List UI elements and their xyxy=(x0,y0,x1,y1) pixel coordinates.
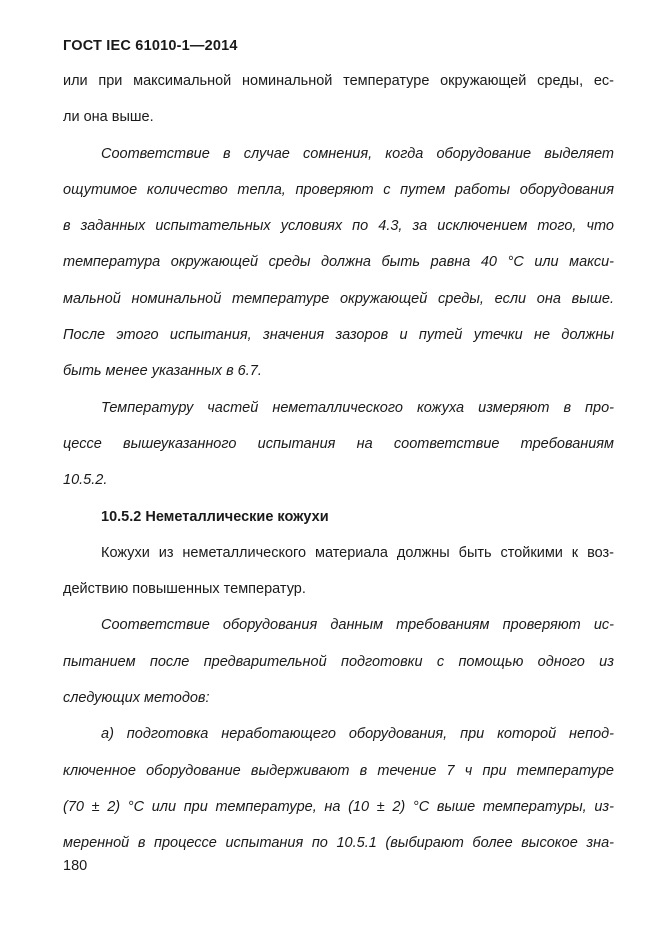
text-line: Соответствие в случае сомнения, когда оборудование выделяет xyxy=(101,145,614,162)
paragraph-compliance-check xyxy=(63,136,614,390)
text-line: действию повышенных температур. xyxy=(63,581,306,598)
text-line: Температуру частей неметаллического кожуха измеряют в про- xyxy=(101,399,614,416)
text-line: Кожухи из неметаллического материала должны быть стойкими к воз- xyxy=(101,544,614,561)
text-line: температура окружающей среды должна быть равна 40 °С или макси- xyxy=(63,254,614,271)
text-line: ощутимое количество тепла, проверяют с путем работы оборудования xyxy=(63,181,614,198)
text-line: цессе вышеуказанного испытания на соответствие требованиям xyxy=(63,435,614,452)
text-line: пытанием после предварительной подготовки с помощью одного из xyxy=(63,653,614,670)
text-line: следующих методов: xyxy=(63,690,210,707)
document-body xyxy=(63,63,614,862)
page-number: 180 xyxy=(63,858,88,874)
text-line: меренной в процессе испытания по 10.5.1 (выбирают более высокое зна- xyxy=(63,835,614,852)
section-heading xyxy=(63,499,614,535)
paragraph-requirement xyxy=(63,535,614,608)
paragraph-test-compliance xyxy=(63,607,614,716)
text-line: 10.5.2. xyxy=(63,472,108,489)
text-line: (70 ± 2) °С или при температуре, на (10 ± 2) °С выше температуры, из- xyxy=(63,798,614,815)
text-line: Соответствие оборудования данным требованиям проверяют ис- xyxy=(101,617,614,634)
text-line: ли она выше. xyxy=(63,109,154,126)
paragraph-temperature-measurement xyxy=(63,390,614,499)
document-header: ГОСТ IEC 61010-1—2014 xyxy=(63,38,238,54)
text-line: ключенное оборудование выдерживают в течение 7 ч при температуре xyxy=(63,762,614,779)
text-line: быть менее указанных в 6.7. xyxy=(63,363,262,380)
section-heading-text: 10.5.2 Неметаллические кожухи xyxy=(101,508,329,525)
text-line: или при максимальной номинальной температуре окружающей среды, ес- xyxy=(63,73,614,89)
text-line: После этого испытания, значения зазоров и путей утечки не должны xyxy=(63,327,614,344)
text-line: в заданных испытательных условиях по 4.3, за исключением того, что xyxy=(63,218,614,235)
paragraph-method-a xyxy=(63,716,614,861)
paragraph-continuation xyxy=(63,63,614,136)
text-line: мальной номинальной температуре окружающей среды, если она выше. xyxy=(63,290,614,307)
text-line: а) подготовка неработающего оборудования, при которой непод- xyxy=(101,726,614,743)
